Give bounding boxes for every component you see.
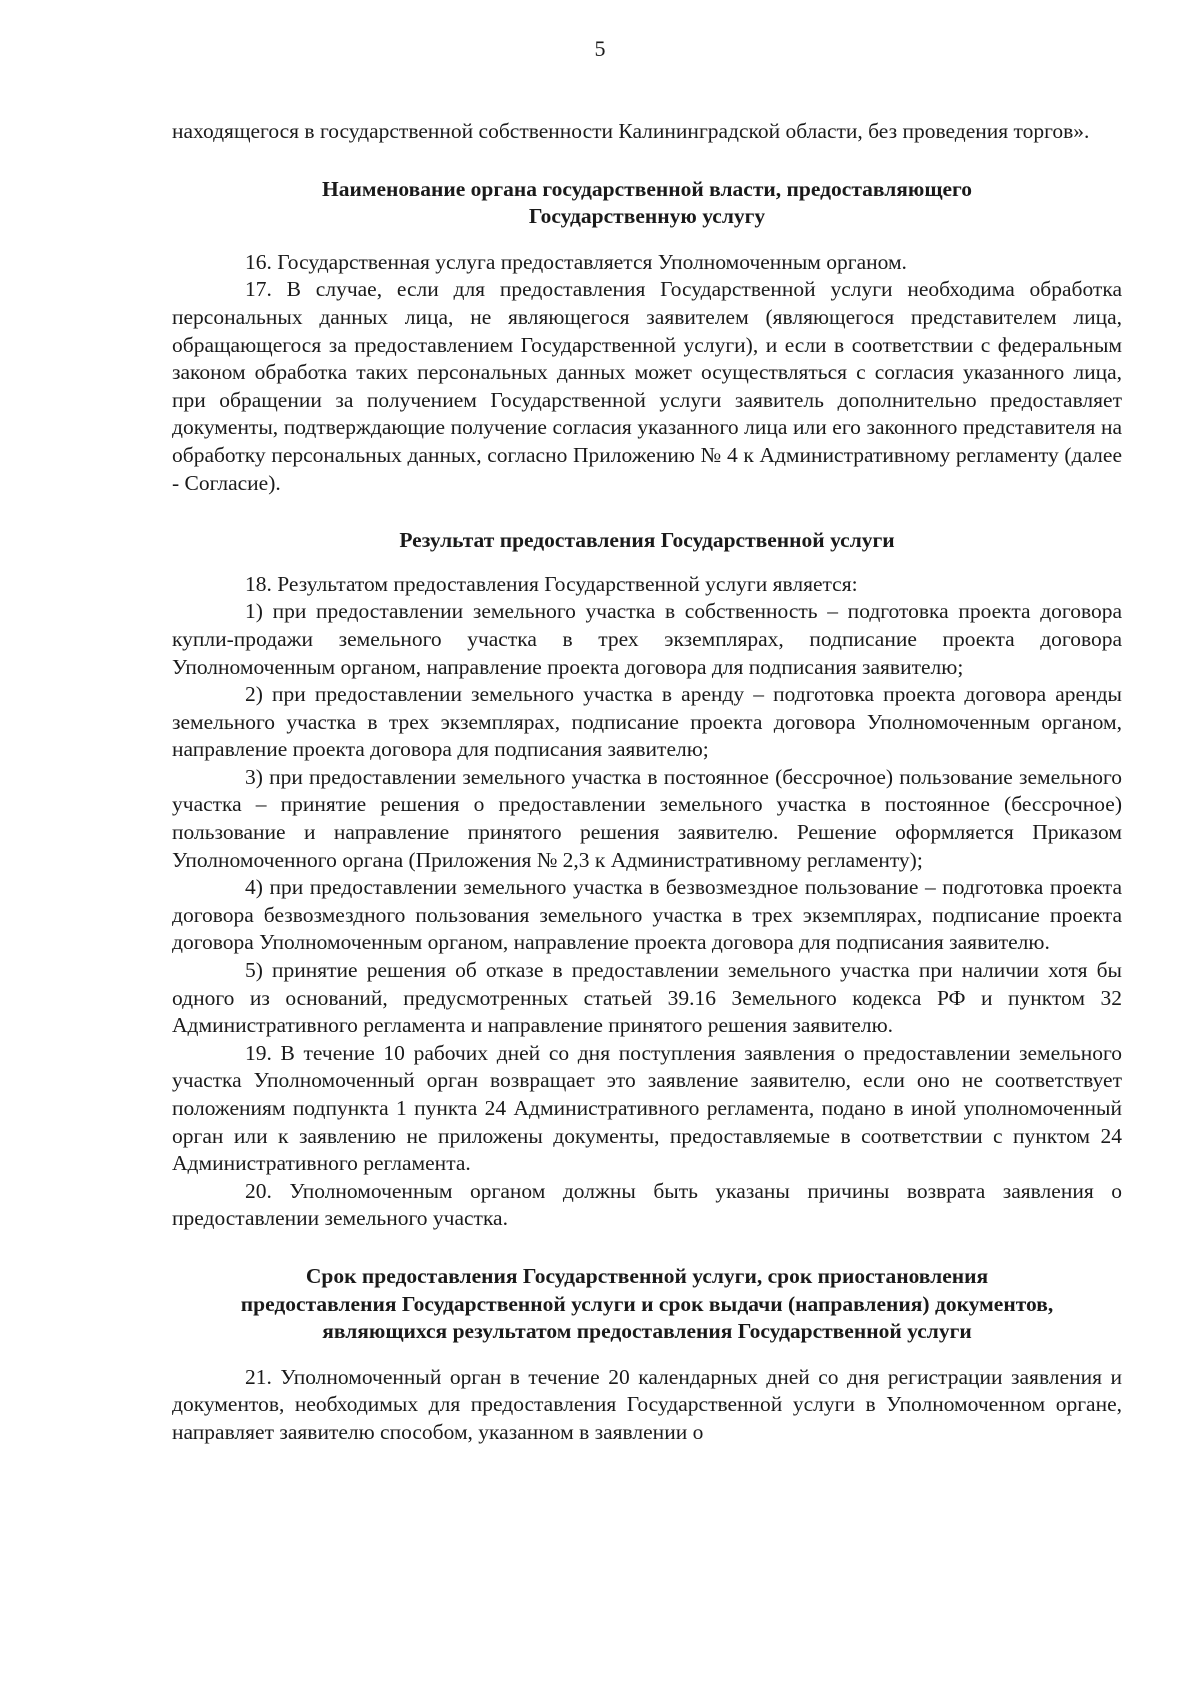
paragraph-19: 19. В течение 10 рабочих дней со дня поступления заявления о предоставлении земельного участка Уполномоченный орган возвращает это заявление заявителю, если оно не соответствует положениям подпункта 1 пункта 24 Административного регламента, подано в иной уполномоченный орган или к заявлению не приложены документы, предоставляемые в соответствии с пунктом 24 Административного регламента. xyxy=(172,1040,1122,1176)
intro-paragraph: находящегося в государственной собственности Калининградской области, без проведения торгов». xyxy=(172,119,1090,143)
document-body xyxy=(172,118,1122,1447)
heading-line: Наименование органа государственной власти, предоставляющего xyxy=(321,176,973,201)
paragraph-18: 18. Результатом предоставления Государственной услуги является: xyxy=(245,571,858,596)
heading-line: Срок предоставления Государственной услуги, срок приостановления xyxy=(305,1263,989,1288)
paragraph-18-item-3: 3) при предоставлении земельного участка в постоянное (бессрочное) пользование земельного участка – принятие решения о предоставлении земельного участка в постоянное (бессрочное) пользование и направление принятого решения заявителю. Решение оформляется Приказом Уполномоченного органа (Приложения № 2,3 к Административному регламенту); xyxy=(172,764,1122,872)
paragraph-18-item-1: 1) при предоставлении земельного участка в собственность – подготовка проекта договора купли-продажи земельного участка в трех экземплярах, подписание проекта договора Уполномоченным органом, направление проекта договора для подписания заявителю; xyxy=(172,599,1122,679)
paragraph-17: 17. В случае, если для предоставления Государственной услуги необходима обработка персональных данных лица, не являющегося заявителем (являющегося представителем лица, обращающегося за предоставлением Государственной услуги), и если в соответствии с федеральным законом обработка таких персональных данных может осуществляться с согласия указанного лица, при обращении за получением Государственной услуги заявитель дополнительно предоставляет документы, подтверждающие получение согласия указанного лица или его законного представителя на обработку персональных данных, согласно Приложению № 4 к Административному регламенту (далее - Согласие). xyxy=(172,277,1122,495)
paragraph-20: 20. Уполномоченным органом должны быть указаны причины возврата заявления о предоставлении земельного участка. xyxy=(172,1178,1122,1231)
section-heading-result xyxy=(172,527,1122,555)
paragraph-18-item-2: 2) при предоставлении земельного участка в аренду – подготовка проекта договора аренды земельного участка в трех экземплярах, подписание проекта договора Уполномоченным органом, направление проекта договора для подписания заявителю; xyxy=(172,682,1122,762)
section-heading-authority xyxy=(172,176,1122,231)
paragraph-18-item-5: 5) принятие решения об отказе в предоставлении земельного участка при наличии хотя бы одного из оснований, предусмотренных статьей 39.16 Земельного кодекса РФ и пунктом 32 Административного регламента и направление принятого решения заявителю. xyxy=(172,958,1122,1038)
page-number: 5 xyxy=(594,36,606,61)
section-heading-terms xyxy=(172,1263,1122,1346)
heading-line: Результат предоставления Государственной услуги xyxy=(399,528,895,553)
heading-line: Государственную услугу xyxy=(528,204,766,229)
paragraph-21: 21. Уполномоченный орган в течение 20 календарных дней со дня регистрации заявления и документов, необходимых для предоставления Государственной услуги в Уполномоченном органе, направляет заявителю способом, указанном в заявлении о xyxy=(172,1364,1122,1444)
heading-line: являющихся результатом предоставления Государственной услуги xyxy=(322,1319,972,1344)
heading-line: предоставления Государственной услуги и срок выдачи (направления) документов, xyxy=(240,1291,1054,1316)
paragraph-18-item-4: 4) при предоставлении земельного участка в безвозмездное пользование – подготовка проекта договора безвозмездного пользования земельного участка в трех экземплярах, подписание проекта договора Уполномоченным органом, направление проекта договора для подписания заявителю. xyxy=(172,875,1122,955)
paragraph-16: 16. Государственная услуга предоставляется Уполномоченным органом. xyxy=(245,249,907,274)
